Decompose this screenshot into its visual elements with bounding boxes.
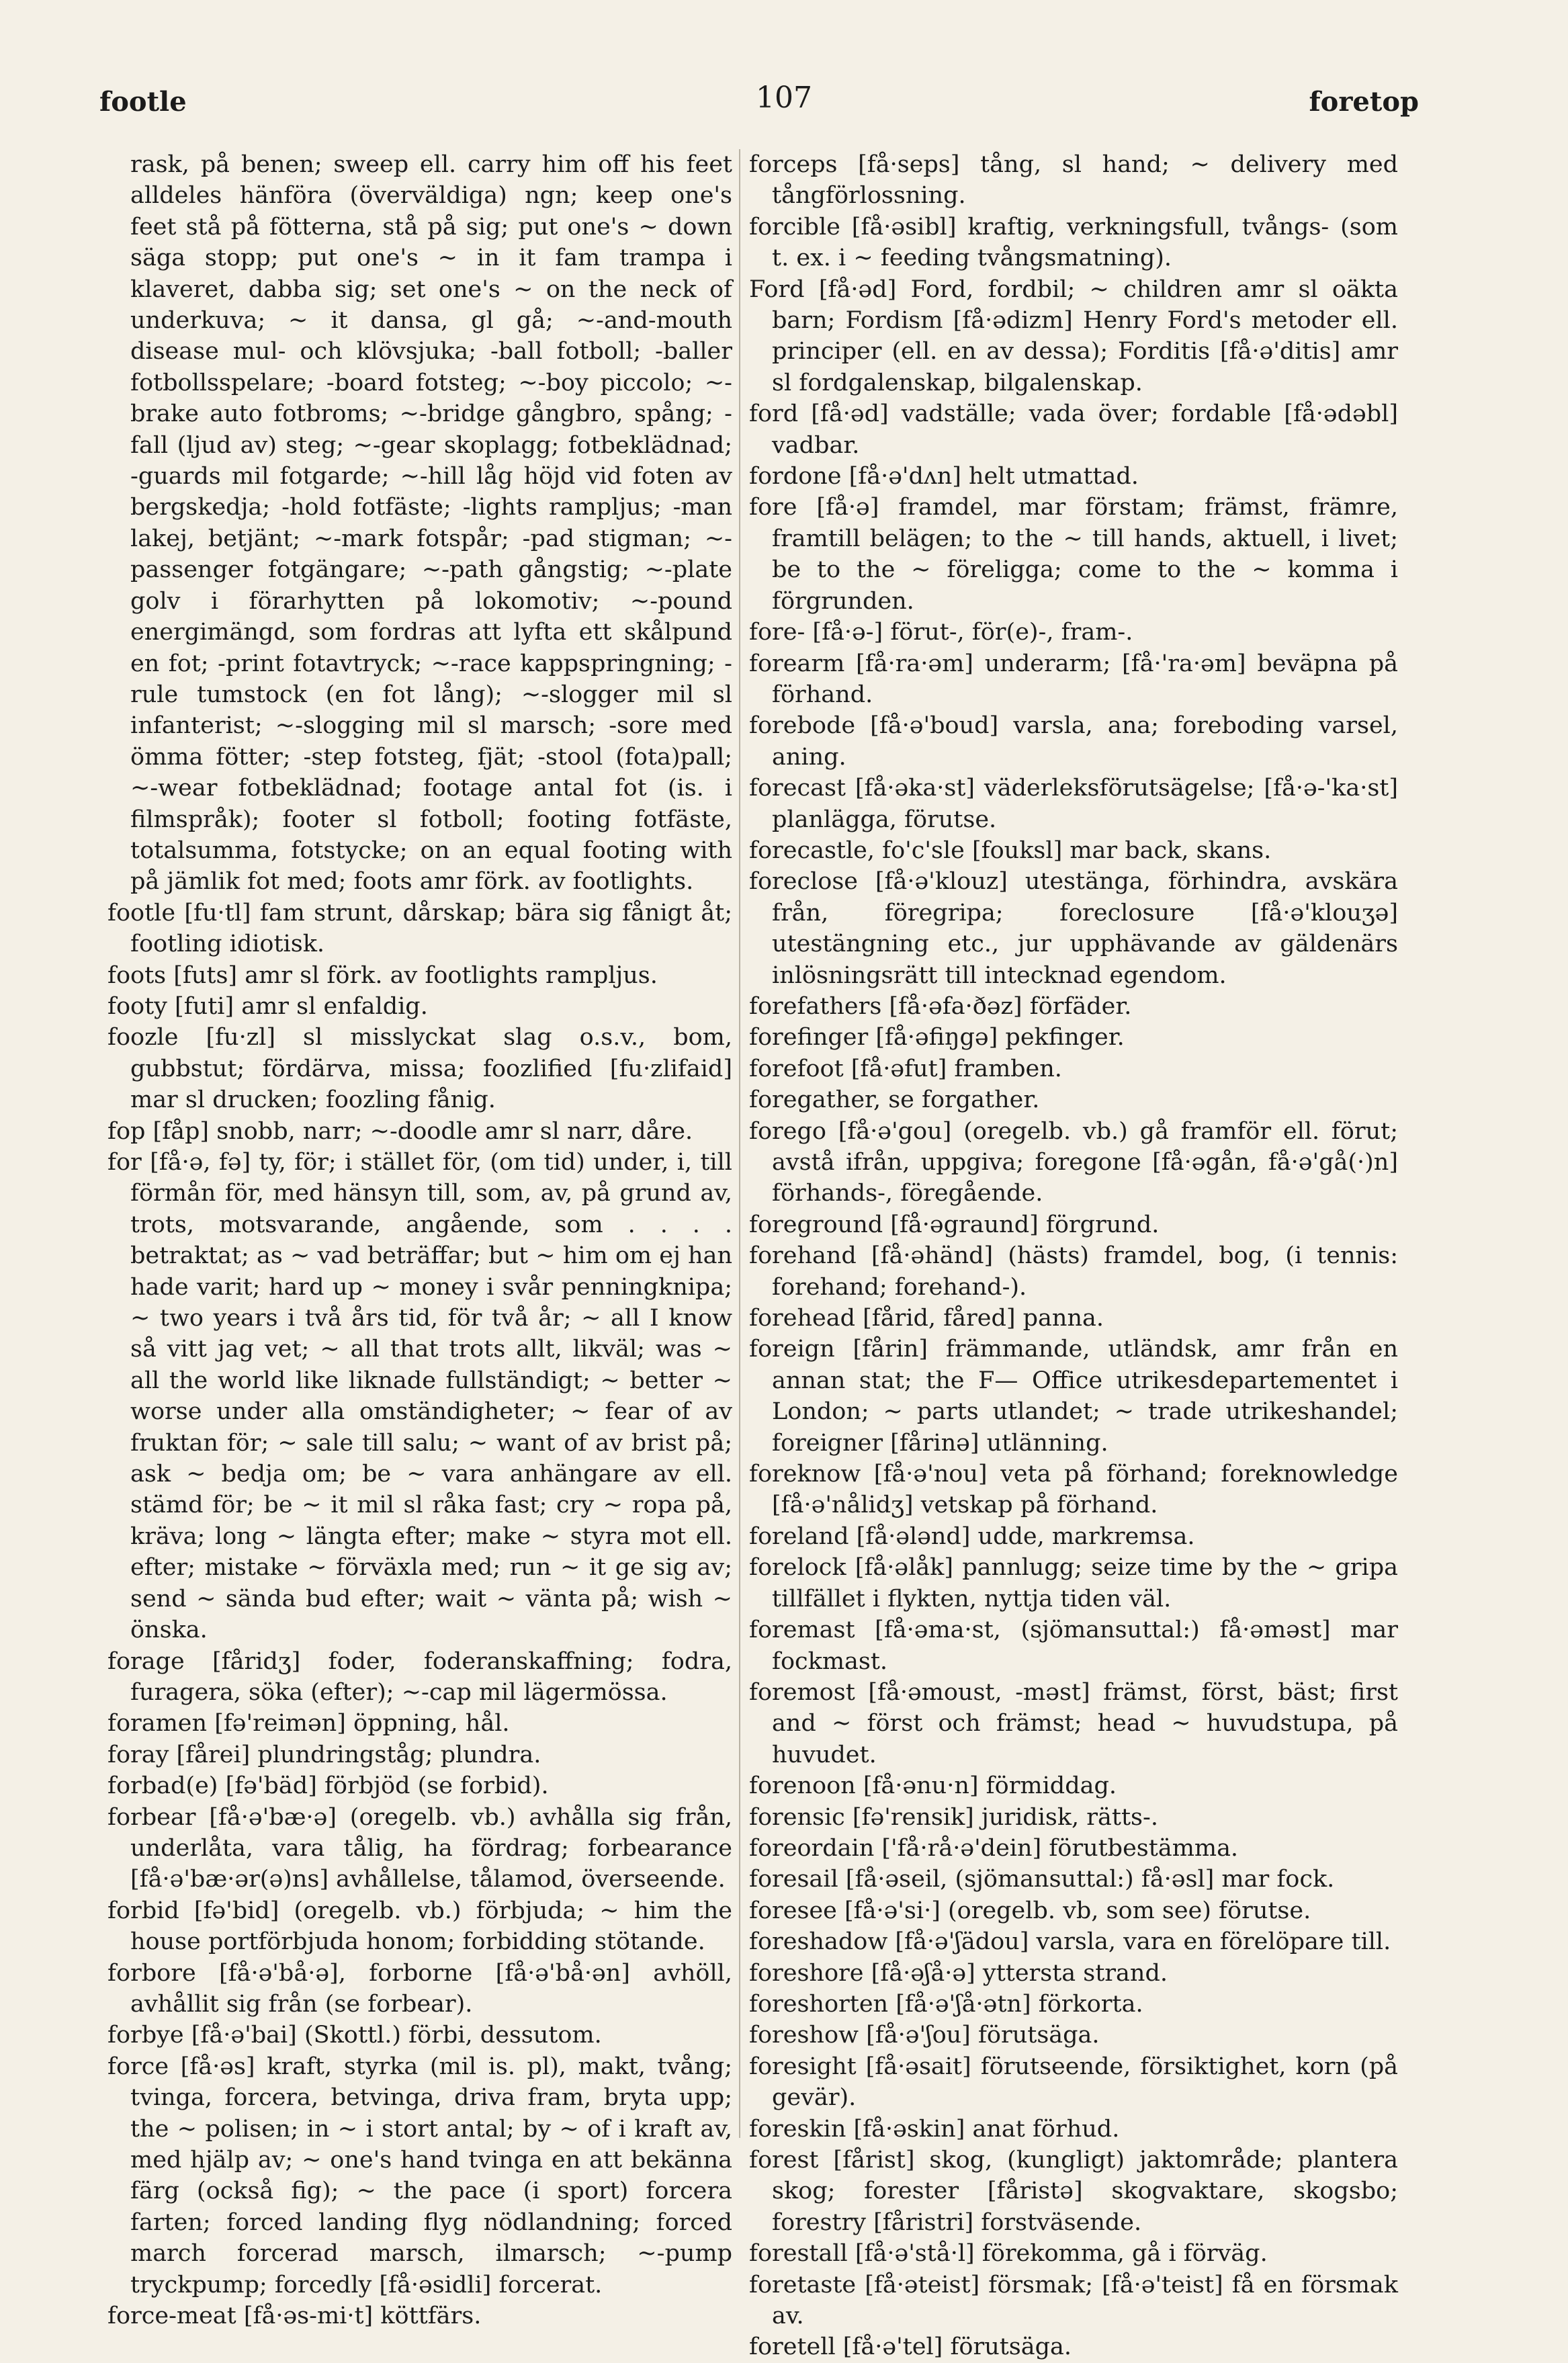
dictionary-entry: foreskin [få·əskin] anat förhud. (749, 2115, 1120, 2143)
dictionary-entry: forbad(e) [fə'bäd] förbjöd (se forbid). (107, 1772, 549, 1800)
dictionary-entry: foreign [fårin] främmande, utländsk, amr från en annan stat; the F— Office utrikesdepartementet i London; ~ parts utlandet; ~ trade utrikeshandel; foreigner [fårinə] utlänning. (749, 1336, 1398, 1457)
dictionary-entry: forefoot [få·əfut] framben. (749, 1055, 1062, 1082)
dictionary-entry: forensic [fə'rensik] juridisk, rätts-. (749, 1803, 1158, 1831)
dictionary-entry: forage [fåridʒ] foder, foderanskaffning; fodra, furagera, söka (efter); ~-cap mil lägermössa. (107, 1647, 732, 1706)
left-column (107, 149, 732, 2331)
dictionary-entry: Ford [få·əd] Ford, fordbil; ~ children amr sl oäkta barn; Fordism [få·ədizm] Henry Ford's metoder ell. principer (ell. en av dessa); Forditis [få·ə'ditis] amr sl fordgalenskap, bilgalenskap. (749, 275, 1398, 396)
dictionary-entry: foremost [få·əmoust, -məst] främst, först, bäst; first and ~ först och främst; head ~ huvudstupa, på huvudet. (749, 1678, 1398, 1768)
dictionary-entry: foresee [få·ə'si·] (oregelb. vb, som see) förutse. (749, 1897, 1311, 1924)
dictionary-entry: foreshow [få·ə'ʃou] förutsäga. (749, 2022, 1100, 2049)
dictionary-entry: foreshadow [få·ə'ʃädou] varsla, vara en förelöpare till. (749, 1928, 1391, 1956)
dictionary-entry: forbore [få·ə'bå·ə], forborne [få·ə'bå·ən] avhöll, avhållit sig från (se forbear). (107, 1959, 732, 2018)
dictionary-entry: forceps [få·seps] tång, sl hand; ~ delivery med tångförlossning. (749, 151, 1398, 210)
dictionary-entry: forbid [fə'bid] (oregelb. vb.) förbjuda; ~ him the house portförbjuda honom; forbidding stötande. (107, 1897, 732, 1956)
page-number: 107 (756, 81, 812, 115)
dictionary-entry: forefinger [få·əfiŋgə] pekfinger. (749, 1024, 1125, 1051)
dictionary-entry: foreknow [få·ə'nou] veta på förhand; foreknowledge [få·ə'nålidʒ] vetskap på förhand. (749, 1461, 1398, 1519)
right-guide-word: foretop (1309, 86, 1419, 118)
dictionary-entry: foreground [få·əgraund] förgrund. (749, 1211, 1160, 1238)
column-divider (739, 149, 740, 2138)
dictionary-entry: foreclose [få·ə'klouz] utestänga, förhindra, avskära från, föregripa; foreclosure [få·ə'klouʒə] utestängning etc., jur upphävande av gäldenärs inlösningsrätt till intecknad egendom. (749, 868, 1398, 989)
dictionary-entry: force [få·əs] kraft, styrka (mil is. pl), makt, tvång; tvinga, forcera, betvinga, driva fram, bryta upp; the ~ polisen; in ~ i stort antal; by ~ of i kraft av, med hjälp av; ~ one's hand tvinga en att bekänna färg (också fig); ~ the pace (i sport) forcera farten; forced landing flyg nödlandning; forced march forcerad marsch, ilmarsch; ~-pump tryckpump; forcedly [få·əsidli] forcerat. (107, 2053, 732, 2298)
dictionary-entry: fore- [få·ə-] förut-, för(e)-, fram-. (749, 619, 1133, 646)
dictionary-entry: forearm [få·ra·əm] underarm; [få·'ra·əm] beväpna på förhand. (749, 650, 1398, 708)
dictionary-entry: forecast [få·əka·st] väderleksförutsägelse; [få·ə-'ka·st] planlägga, förutse. (749, 775, 1398, 833)
dictionary-entry: forecastle, fo'c'sle [fouksl] mar back, skans. (749, 836, 1272, 864)
dictionary-entry: forego [få·ə'gou] (oregelb. vb.) gå framför ell. förut; avstå ifrån, uppgiva; foregone [få·əgån, få·ə'gå(·)n] förhands-, föregående. (749, 1117, 1398, 1207)
dictionary-entry: foresight [få·əsait] förutseende, försiktighet, korn (på gevär). (749, 2053, 1398, 2112)
dictionary-entry: foremast [få·əma·st, (sjömansuttal:) få·əməst] mar fockmast. (749, 1617, 1398, 1675)
dictionary-entry: force-meat [få·əs-mi·t] köttfärs. (107, 2303, 482, 2330)
dictionary-entry: fore [få·ə] framdel, mar förstam; främst, främre, framtill belägen; to the ~ till hands, aktuell, i livet; be to the ~ föreligga; come to the ~ komma i förgrunden. (749, 494, 1398, 615)
left-guide-word: footle (99, 86, 187, 118)
right-column (749, 149, 1398, 2363)
dictionary-entry: foray [fårei] plundringståg; plundra. (107, 1741, 541, 1768)
dictionary-entry: foozle [fu·zl] sl misslyckat slag o.s.v., bom, gubbstut; fördärva, missa; foozlified [fu·zlifaid] mar sl drucken; foozling fånig. (107, 1024, 732, 1114)
dictionary-entry: foreordain ['få·rå·ə'dein] förutbestämma. (749, 1834, 1239, 1862)
dictionary-entry: forestall [få·ə'stå·l] förekomma, gå i förväg. (749, 2240, 1268, 2268)
dictionary-entry: foresail [få·əseil, (sjömansuttal:) få·əsl] mar fock. (749, 1866, 1335, 1893)
dictionary-entry: foramen [fə'reimən] öppning, hål. (107, 1710, 510, 1737)
dictionary-entry: forehand [få·əhänd] (hästs) framdel, bog, (i tennis: forehand; forehand-). (749, 1242, 1398, 1301)
dictionary-entry: foreshore [få·əʃå·ə] yttersta strand. (749, 1959, 1168, 1987)
dictionary-entry: forbye [få·ə'bai] (Skottl.) förbi, dessutom. (107, 2022, 602, 2049)
dictionary-entry: forebode [få·ə'boud] varsla, ana; foreboding varsel, aning. (749, 712, 1398, 771)
dictionary-entry: forcible [få·əsibl] kraftig, verkningsfull, tvångs- (som t. ex. i ~ feeding tvångsmatning). (749, 213, 1398, 272)
dictionary-entry: forenoon [få·ənu·n] förmiddag. (749, 1772, 1117, 1800)
dictionary-entry: fop [fåp] snobb, narr; ~-doodle amr sl narr, dåre. (107, 1117, 693, 1145)
dictionary-entry: rask, på benen; sweep ell. carry him off his feet alldeles hänföra (överväldiga) ngn; keep one's feet stå på fötterna, stå på sig; put one's ~ down säga stopp; put one's ~ in it fam trampa i klaveret, dabba sig; set one's ~ on the neck of underkuva; ~ it dansa, gl gå; ~-and-mouth disease mul- och klövsjuka; -ball fotboll; -baller fotbollsspelare; -board fotsteg; ~-boy piccolo; ~-brake auto fotbroms; ~-bridge gångbro, spång; -fall (ljud av) steg; ~-gear skoplagg; fotbeklädnad; -guards mil fotgarde; ~-hill låg höjd vid foten av bergskedja; -hold fotfäste; -lights rampljus; -man lakej, betjänt; ~-mark fotspår; -pad stigman; ~-passenger fotgängare; ~-path gångstig; ~-plate golv i förarhytten på lokomotiv; ~-pound energimängd, som fordras att lyfta ett skålpund en fot; -print fotavtryck; ~-race kappspringning; -rule tumstock (en fot lång); ~-slogger mil sl infanterist; ~-slogging mil sl marsch; -sore med ömma fötter; -step fotsteg, fjät; -stool (fota)pall; ~-wear fotbeklädnad; footage antal fot (is. i filmspråk); footer sl fotboll; footing fotfäste, totalsumma, fotstycke; on an equal footing with på jämlik fot med; foots amr förk. av footlights. (130, 151, 732, 896)
dictionary-entry: forest [fårist] skog, (kungligt) jaktområde; plantera skog; forester [fåristə] skogvaktare, skogsbo; forestry [fåristri] forstväsende. (749, 2147, 1398, 2236)
dictionary-entry: for [få·ə, fə] ty, för; i stället för, (om tid) under, i, till förmån för, med hänsyn till, som, av, på grund av, trots, motsvarande, angående, som . . . . betraktat; as ~ vad beträffar; but ~ him om ej han hade varit; hard up ~ money i svår penningknipa; ~ two years i två års tid, för två år; ~ all I know så vitt jag vet; ~ all that trots allt, likväl; was ~ all the world like liknade fullständigt; ~ better ~ worse under alla omständigheter; ~ fear of av fruktan för; ~ sale till salu; ~ want of av brist på; ask ~ bedja om; be ~ vara anhängare av ell. stämd för; be ~ it mil sl råka fast; cry ~ ropa på, kräva; long ~ längta efter; make ~ styra mot ell. efter; mistake ~ förväxla med; run ~ it ge sig av; send ~ sända bud efter; wait ~ vänta på; wish ~ önska. (107, 1149, 732, 1644)
dictionary-entry: foretell [få·ə'tel] förutsäga. (749, 2333, 1072, 2361)
dictionary-entry: foreland [få·ələnd] udde, markremsa. (749, 1522, 1195, 1550)
dictionary-entry: foretaste [få·əteist] försmak; [få·ə'teist] få en försmak av. (749, 2271, 1398, 2330)
dictionary-entry: foreshorten [få·ə'ʃå·ətn] förkorta. (749, 1990, 1143, 2018)
dictionary-entry: fordone [få·ə'dʌn] helt utmattad. (749, 463, 1139, 490)
dictionary-entry: forehead [fårid, fåred] panna. (749, 1305, 1104, 1332)
dictionary-entry: footy [futi] amr sl enfaldig. (107, 992, 428, 1020)
dictionary-entry: foregather, se forgather. (749, 1086, 1040, 1114)
dictionary-entry: forelock [få·əlåk] pannlugg; seize time by the ~ gripa tillfället i flykten, nyttja tiden väl. (749, 1554, 1398, 1613)
dictionary-entry: forbear [få·ə'bæ·ə] (oregelb. vb.) avhålla sig från, underlåta, vara tålig, ha fördrag; forbearance [få·ə'bæ·ər(ə)ns] avhållelse, tålamod, överseende. (107, 1803, 732, 1893)
dictionary-entry: ford [få·əd] vadställe; vada över; fordable [få·ədəbl] vadbar. (749, 400, 1398, 459)
dictionary-entry: footle [fu·tl] fam strunt, dårskap; bära sig fånigt åt; footling idiotisk. (107, 899, 732, 958)
dictionary-entry: forefathers [få·əfa·ðəz] förfäder. (749, 992, 1132, 1020)
dictionary-entry: foots [futs] amr sl förk. av footlights rampljus. (107, 961, 658, 989)
